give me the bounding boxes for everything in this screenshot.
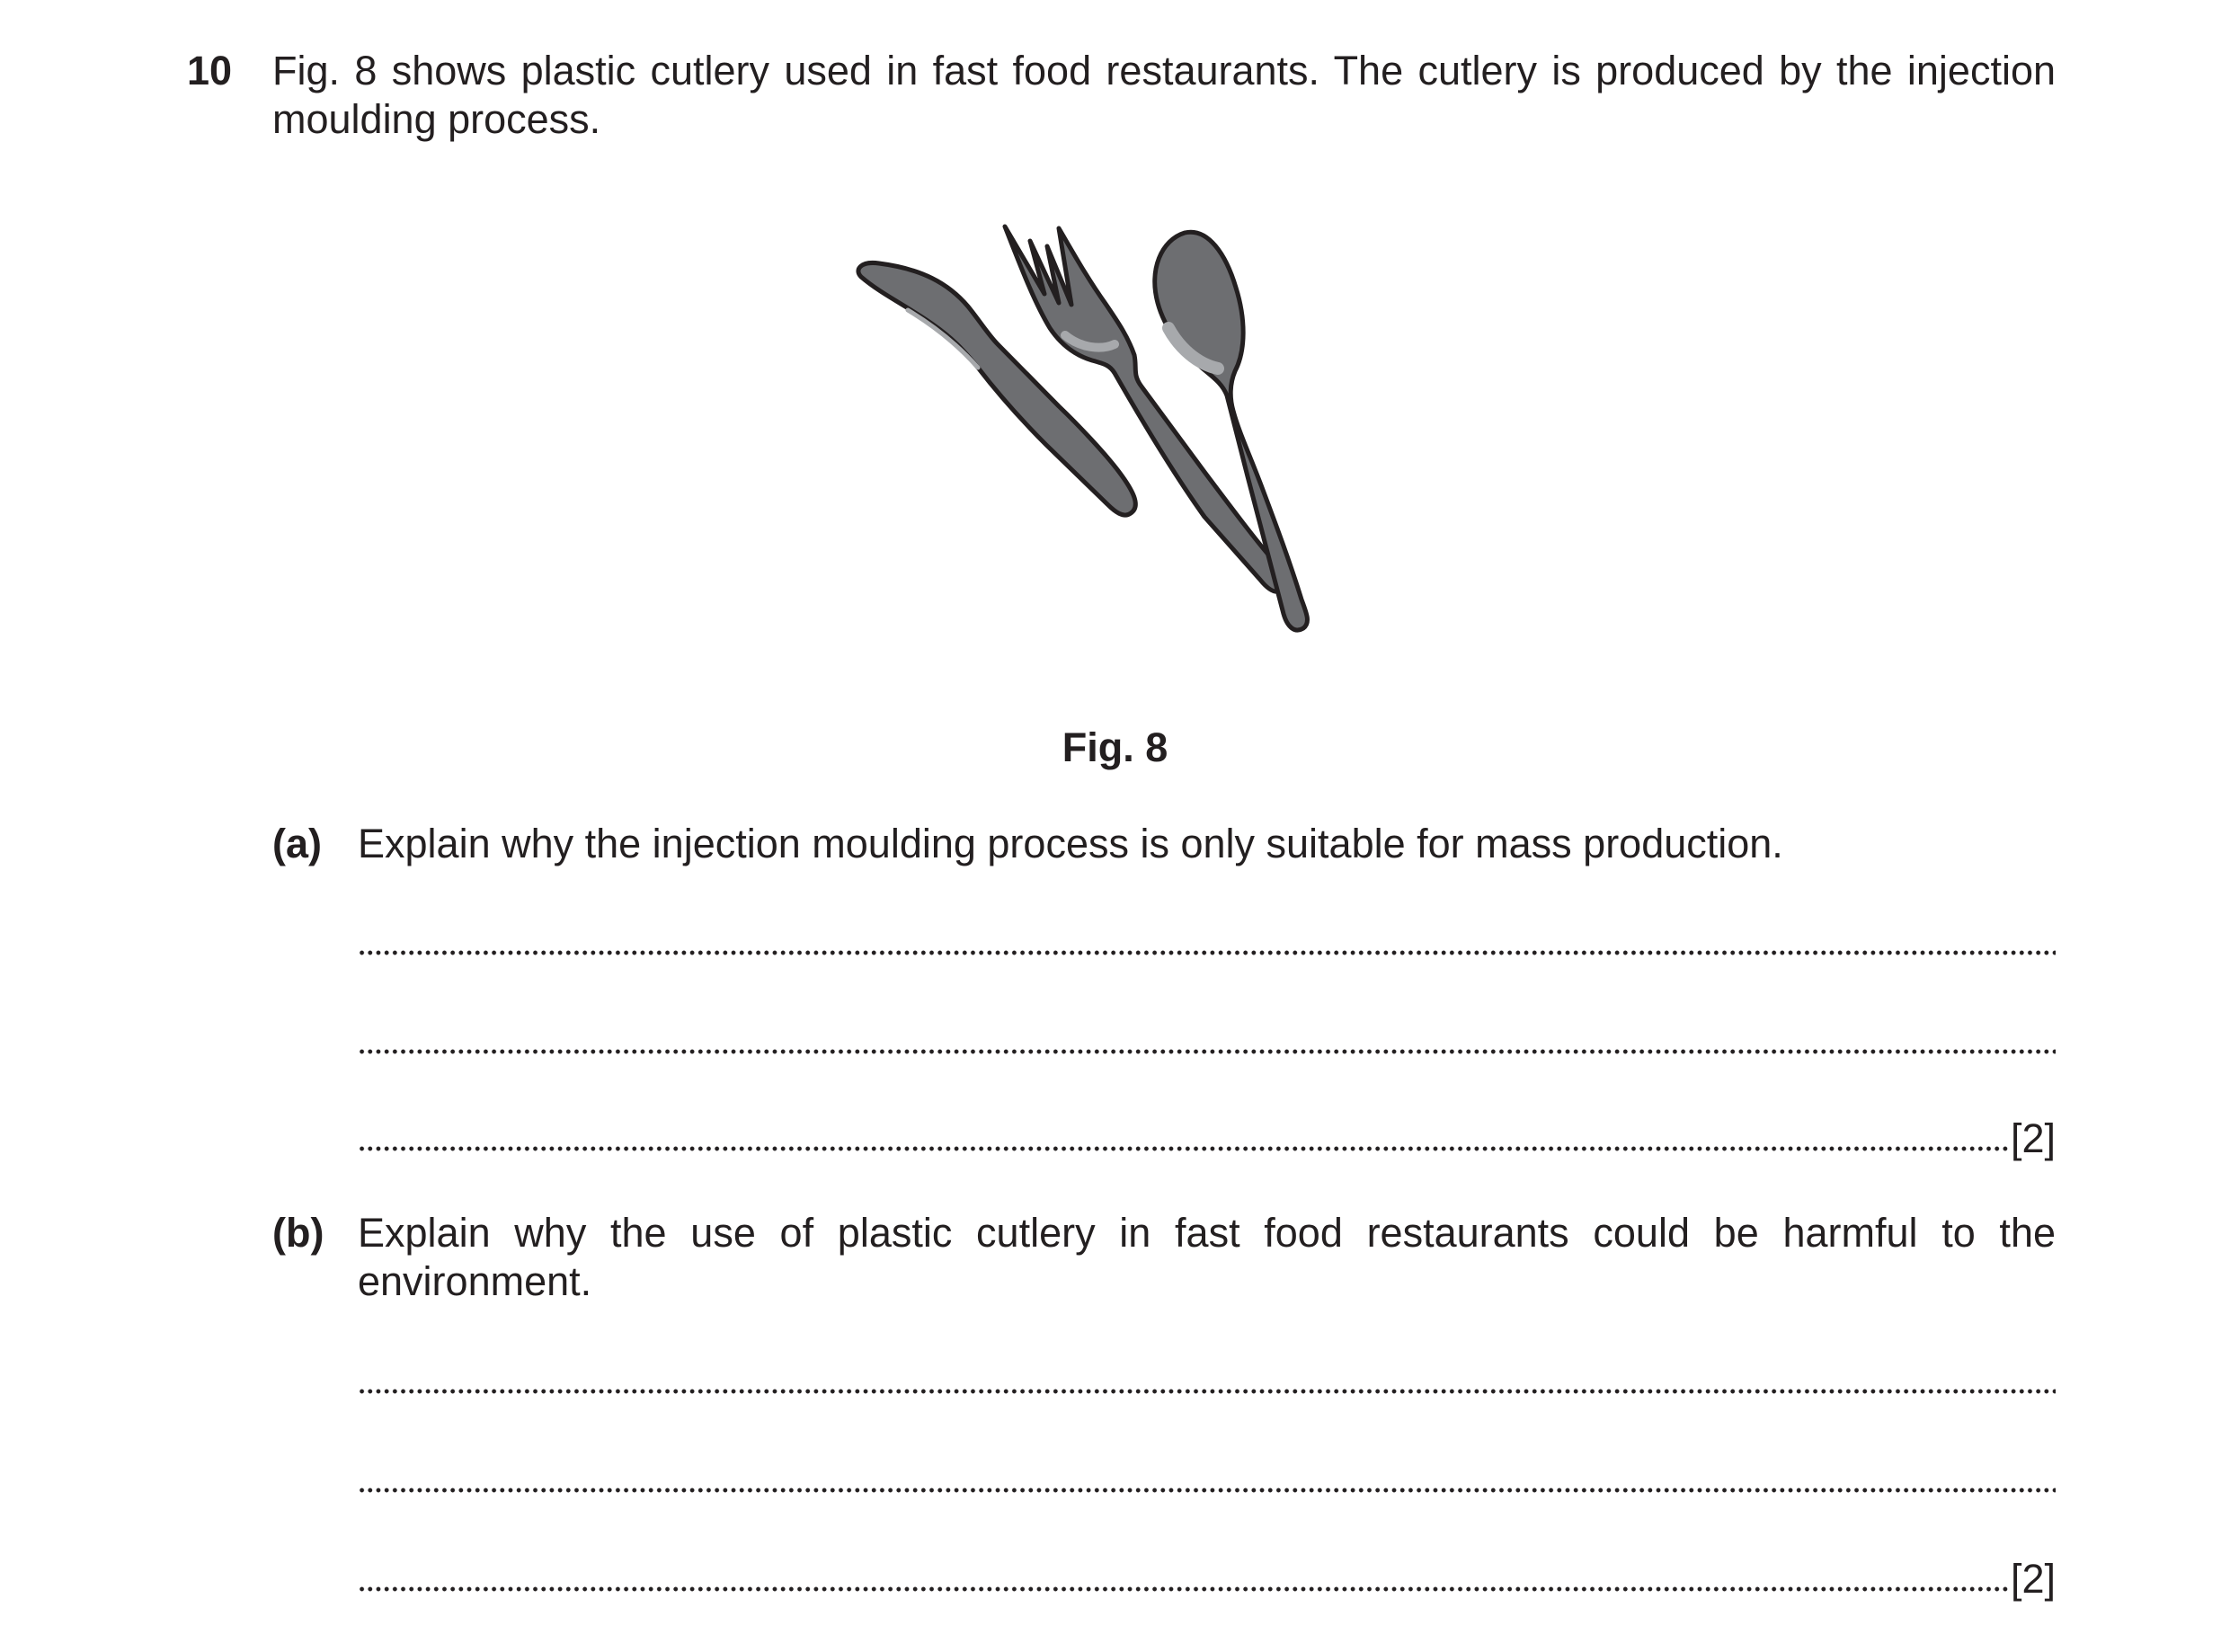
cutlery-figure bbox=[845, 184, 1420, 674]
part-a-answer-line-2[interactable] bbox=[358, 1017, 2056, 1066]
question-stem: Fig. 8 shows plastic cutlery used in fast food restaurants. The cutlery is produced by the injection moulding process. bbox=[272, 48, 2056, 142]
part-b-label: (b) bbox=[272, 1210, 324, 1256]
spoon-icon bbox=[1155, 232, 1308, 630]
part-b-marks: [2] bbox=[2010, 1556, 2056, 1602]
part-b-answer-line-3[interactable] bbox=[358, 1555, 2056, 1603]
part-b-answer-line-2[interactable] bbox=[358, 1456, 2056, 1505]
dotted-line bbox=[358, 1487, 2056, 1494]
dotted-line bbox=[358, 1585, 2009, 1593]
dotted-line bbox=[358, 1048, 2056, 1055]
cutlery-illustration bbox=[845, 184, 1420, 674]
figure-caption: Fig. 8 bbox=[1062, 724, 1168, 770]
question-number: 10 bbox=[187, 48, 233, 93]
part-a-answer-line-3[interactable] bbox=[358, 1115, 2056, 1163]
dotted-line bbox=[358, 949, 2056, 956]
part-b-answer-line-1[interactable] bbox=[358, 1357, 2056, 1406]
part-a-answer-line-1[interactable] bbox=[358, 919, 2056, 967]
part-a-marks: [2] bbox=[2010, 1115, 2056, 1161]
part-a-question: Explain why the injection moulding process is only suitable for mass production. bbox=[358, 821, 1783, 866]
dotted-line bbox=[358, 1145, 2009, 1152]
part-a-label: (a) bbox=[272, 821, 322, 866]
part-b-question: Explain why the use of plastic cutlery in fast food restaurants could be harmful to the environment. bbox=[358, 1210, 2056, 1304]
dotted-line bbox=[358, 1388, 2056, 1395]
